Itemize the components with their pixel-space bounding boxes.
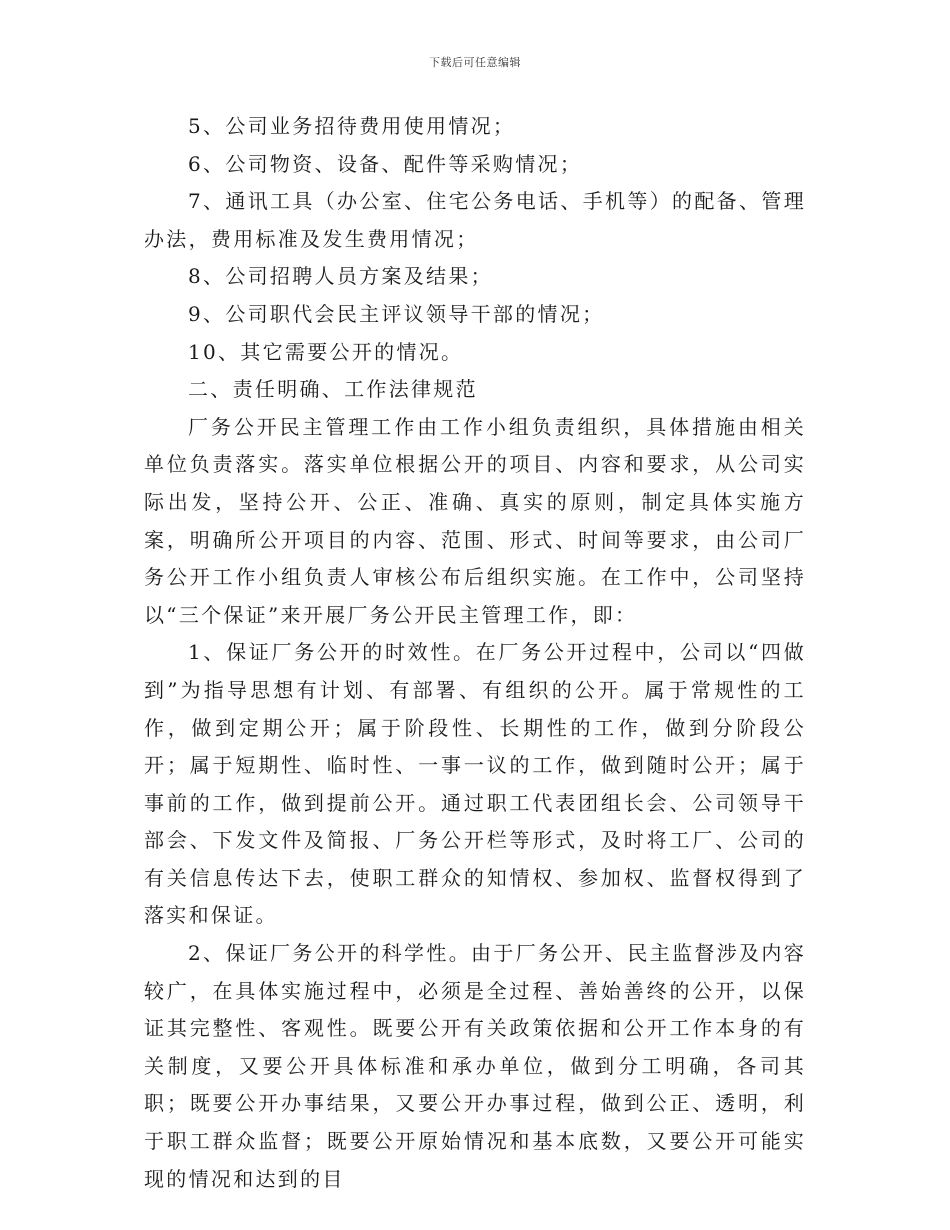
paragraph-item-7: 7、通讯工具（办公室、住宅公务电话、手机等）的配备、管理办法，费用标准及发生费用情况； xyxy=(144,189,806,251)
paragraph-responsibility: 厂务公开民主管理工作由工作小组负责组织，具体措施由相关单位负责落实。落实单位根据公开的项目、内容和要求，从公司实际出发，坚持公开、公正、准确、真实的原则，制定具体实施方案，明确所公开项目的内容、范围、形式、时间等要求，由公司厂务公开工作小组负责人审核公布后组织实施。在工作中，公司坚持以“三个保证”来开展厂务公开民主管理工作，即： xyxy=(144,414,806,627)
paragraph-item-5: 5、公司业务招待费用使用情况； xyxy=(188,114,516,138)
paragraph-item-8: 8、公司招聘人员方案及结果； xyxy=(188,264,493,289)
section-heading: 二、责任明确、工作法律规范 xyxy=(188,377,478,402)
paragraph-scientific: 2、保证厂务公开的科学性。由于厂务公开、民主监督涉及内容较广，在具体实施过程中，必须是全过程、善始善终的公开，以保证其完整性、客观性。既要公开有关政策依据和公开工作本身的有关制度，又要公开具体标准和承办单位，做到分工明确，各司其职；既要公开办事结果，又要公开办事过程，做到公正、透明，利于职工群众监督；既要公开原始情况和基本底数，又要公开可能实现的情况和达到的目 xyxy=(144,941,806,1191)
paragraph-timeliness: 1、保证厂务公开的时效性。在厂务公开过程中，公司以“四做到”为指导思想有计划、有部署、有组织的公开。属于常规性的工作，做到定期公开；属于阶段性、长期性的工作，做到分阶段公开；属于短期性、临时性、一事一议的工作，做到随时公开；属于事前的工作，做到提前公开。通过职工代表团组长会、公司领导干部会、下发文件及简报、厂务公开栏等形式，及时将工厂、公司的有关信息传达下去，使职工群众的知情权、参加权、监督权得到了落实和保证。 xyxy=(144,640,806,928)
paragraph-item-6: 6、公司物资、设备、配件等采购情况； xyxy=(188,151,583,176)
paragraph-item-10: 10、其它需要公开的情况。 xyxy=(188,339,464,364)
document-body xyxy=(144,108,806,1198)
page-header: 下载后可任意编辑 xyxy=(429,56,521,69)
paragraph-item-9: 9、公司职代会民主评议领导干部的情况； xyxy=(188,301,605,326)
